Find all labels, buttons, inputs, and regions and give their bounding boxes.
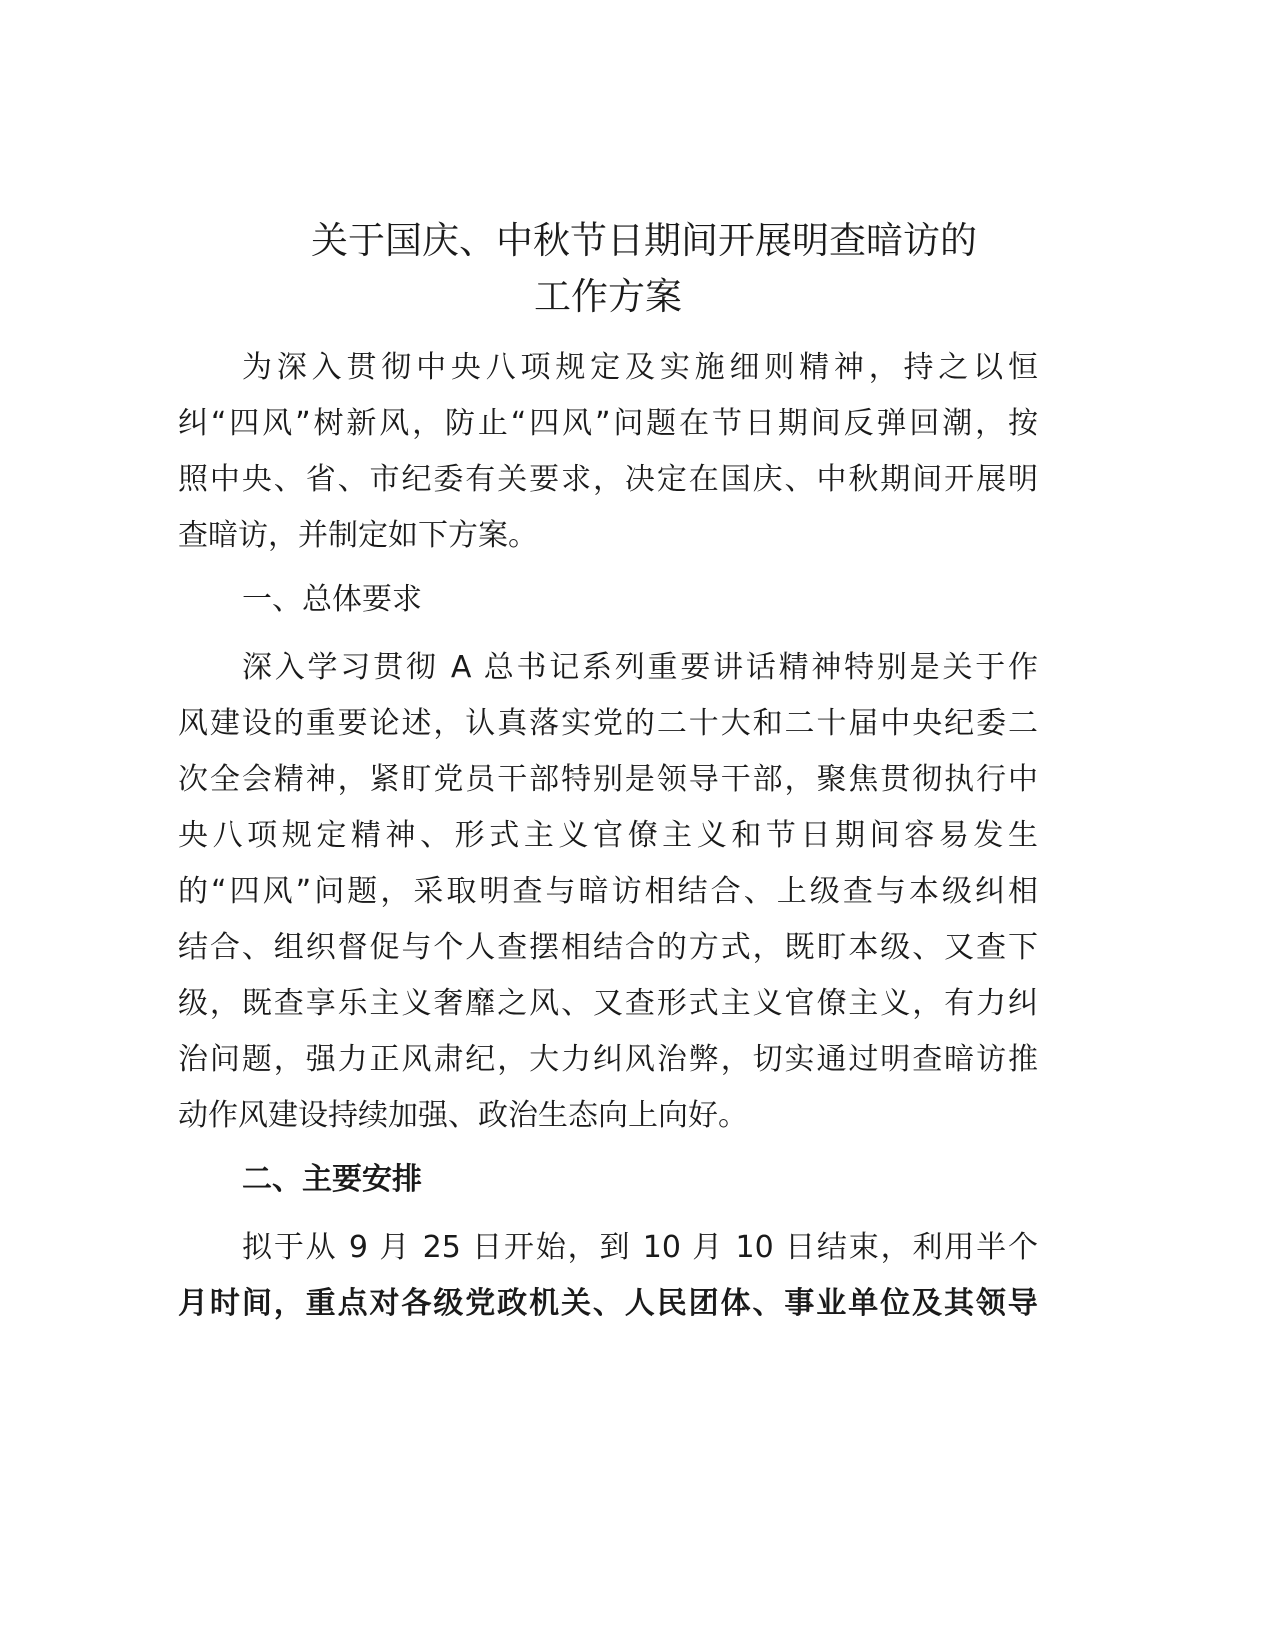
document-title-line-1: 关于国庆、中秋节日期间开展明查暗访的 — [311, 219, 977, 262]
section-heading-1: 一、总体要求 — [242, 582, 422, 617]
paragraph-line: 月时间，重点对各级党政机关、人民团体、事业单位及其领导 — [178, 1286, 1038, 1321]
paragraph-line: 风建设的重要论述，认真落实党的二十大和二十届中央纪委二 — [178, 706, 1038, 741]
paragraph-line: 动作风建设持续加强、政治生态向上向好。 — [178, 1098, 748, 1133]
paragraph-line: 拟于从 9 月 25 日开始，到 10 月 10 日结束，利用半个 — [242, 1230, 1038, 1265]
section-heading-2: 二、主要安排 — [242, 1162, 422, 1197]
document-title-line-2: 工作方案 — [534, 275, 682, 318]
paragraph-line: 照中央、省、市纪委有关要求，决定在国庆、中秋期间开展明 — [178, 462, 1038, 497]
paragraph-line: 治问题，强力正风肃纪，大力纠风治弊，切实通过明查暗访推 — [178, 1042, 1038, 1077]
paragraph-line: 级，既查享乐主义奢靡之风、又查形式主义官僚主义，有力纠 — [178, 986, 1038, 1021]
paragraph-line: 次全会精神，紧盯党员干部特别是领导干部，聚焦贯彻执行中 — [178, 762, 1038, 797]
paragraph-line: 的“四风”问题，采取明查与暗访相结合、上级查与本级纠相 — [178, 874, 1038, 909]
paragraph-line: 查暗访，并制定如下方案。 — [178, 518, 538, 553]
paragraph-line: 深入学习贯彻 A 总书记系列重要讲话精神特别是关于作 — [242, 650, 1038, 685]
paragraph-line: 结合、组织督促与个人查摆相结合的方式，既盯本级、又查下 — [178, 930, 1038, 965]
paragraph-line: 央八项规定精神、形式主义官僚主义和节日期间容易发生 — [178, 818, 1038, 853]
paragraph-line: 纠“四风”树新风，防止“四风”问题在节日期间反弹回潮，按 — [178, 406, 1038, 441]
paragraph-line: 为深入贯彻中央八项规定及实施细则精神，持之以恒 — [242, 350, 1038, 385]
